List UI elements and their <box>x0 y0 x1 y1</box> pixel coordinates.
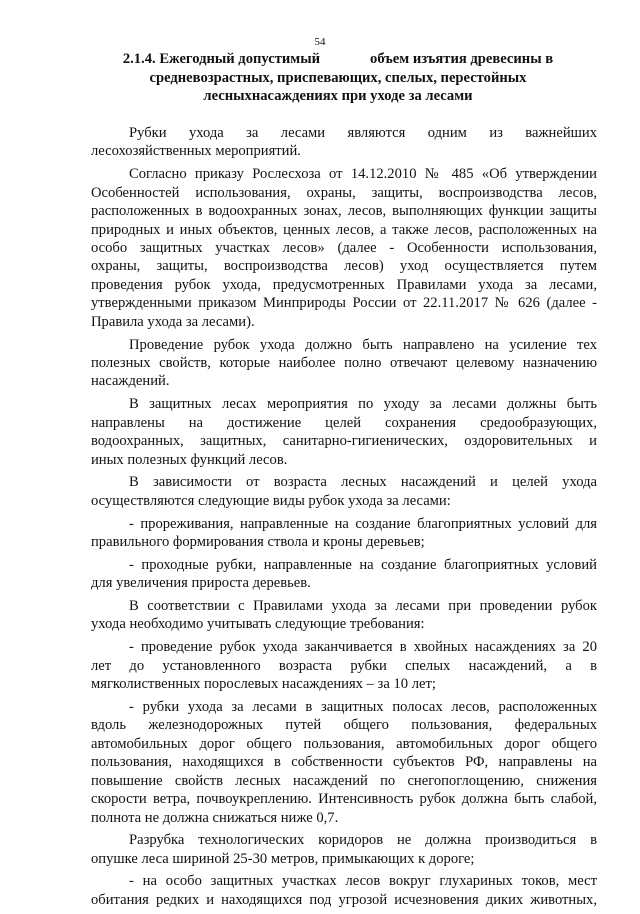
paragraph-line: - рубки ухода за лесами в защитных полосах лесов, расположенных <box>129 698 597 715</box>
paragraph-line: проведения рубок ухода, предусмотренных Правилами ухода за лесами, <box>91 276 597 293</box>
paragraph-line: - проведение рубок ухода заканчивается в хвойных насаждениях за 20 <box>129 639 597 656</box>
paragraph-line: осуществляются следующие виды рубок ухода за лесами: <box>91 492 451 509</box>
paragraph-line: В зависимости от возраста лесных насаждений и целей ухода <box>129 474 597 491</box>
page-number: 54 <box>314 36 326 48</box>
paragraph-line: природных и иных объектов, ценных лесов, а также лесов, расположенных на <box>91 221 597 238</box>
paragraph <box>91 336 597 391</box>
heading-line-1-right: объем изъятия древесины в <box>370 51 554 67</box>
paragraph-line: полнота не должна снижаться ниже 0,7. <box>91 809 339 826</box>
paragraph <box>91 395 597 469</box>
paragraph-line: скорости ветра, почвоукреплению. Интенсивность рубок должна быть слабой, <box>91 791 597 808</box>
paragraph-line: повышение свойств лесных насаждений по снегопоглощению, снижения <box>91 772 597 789</box>
paragraph-line: направлены на достижение целей сохранения средообразующих, <box>91 414 597 431</box>
paragraph-line: водоохранных, защитных, санитарно-гигиенических, оздоровительных и <box>91 433 597 450</box>
paragraph-line: В защитных лесах мероприятия по уходу за лесами должны быть <box>129 396 597 413</box>
paragraph-line: Правила ухода за лесами). <box>91 313 255 330</box>
paragraph-line: автомобильных дорог общего пользования, автомобильных дорог общего <box>91 735 597 752</box>
section-heading <box>96 50 580 106</box>
paragraph-line: полезных свойств, которые наиболее полно отвечают целевому назначению <box>91 355 597 372</box>
paragraph-line: Разрубка технологических коридоров не должна производиться в <box>129 832 597 849</box>
paragraph-line: Согласно приказу Рослесхоза от 14.12.2010 № 485 «Об утверждении <box>129 166 597 183</box>
paragraph-line: мягколиственных порослевых насаждениях – за 10 лет; <box>91 676 436 693</box>
document-body <box>91 124 597 914</box>
paragraph <box>91 473 597 510</box>
paragraph <box>91 872 597 909</box>
paragraph-line: вдоль железнодорожных путей общего пользования, федеральных <box>91 717 597 734</box>
paragraph-line: - прореживания, направленные на создание благоприятных условий для <box>129 515 597 532</box>
paragraph-line: ухода необходимо учитывать следующие требования: <box>91 616 425 633</box>
paragraph-line: В соответствии с Правилами ухода за лесами при проведении рубок <box>129 597 597 614</box>
heading-line-3: лесныхнасаждениях при уходе за лесами <box>203 88 473 105</box>
paragraph-line: для увеличения прироста деревьев. <box>91 575 311 592</box>
heading-line-1 <box>96 50 580 69</box>
paragraph-line: - на особо защитных участках лесов вокруг глухариных токов, мест <box>129 873 597 890</box>
paragraph <box>91 698 597 827</box>
heading-line-1-left: 2.1.4. Ежегодный допустимый <box>122 51 321 67</box>
paragraph-line: утвержденными приказом Минприроды России от 22.11.2017 № 626 (далее - <box>91 295 597 312</box>
paragraph-line: особо защитных участках лесов» (далее - Особенности использования, <box>91 240 597 257</box>
paragraph-line: Особенностей использования, охраны, защиты, воспроизводства лесов, <box>91 184 597 201</box>
paragraph <box>91 638 597 693</box>
paragraph-line: Проведение рубок ухода должно быть направлено на усиление тех <box>129 336 597 353</box>
paragraph <box>91 124 597 161</box>
heading-line-2: средневозрастных, приспевающих, спелых, перестойных <box>149 69 527 86</box>
paragraph-line: иных полезных функций лесов. <box>91 451 288 468</box>
paragraph-line: расположенных в водоохранных зонах, лесов, выполняющих функции защиты <box>91 203 597 220</box>
paragraph-line: Рубки ухода за лесами являются одним из важнейших <box>129 125 597 141</box>
paragraph-line: лет до установленного возраста рубки спелых насаждений, а в <box>91 657 597 674</box>
paragraph-line: охраны, защиты, воспроизводства лесов) уход осуществляется путем <box>91 258 597 275</box>
paragraph <box>91 831 597 868</box>
paragraph <box>91 597 597 634</box>
paragraph-line: - проходные рубки, направленные на создание благоприятных условий <box>129 556 597 573</box>
paragraph <box>91 165 597 331</box>
paragraph-line: лесохозяйственных мероприятий. <box>91 143 301 160</box>
paragraph-line: опушке леса шириной 25-30 метров, примыкающих к дороге; <box>91 850 475 867</box>
paragraph <box>91 515 597 552</box>
paragraph-line: обитания редких и находящихся под угрозой исчезновения диких животных, <box>91 891 597 908</box>
paragraph-line: пользования, находящихся в собственности субъектов РФ, направлены на <box>91 754 597 771</box>
paragraph-line: правильного формирования ствола и кроны деревьев; <box>91 534 425 550</box>
paragraph <box>91 556 597 593</box>
paragraph-line: насаждений. <box>91 373 170 390</box>
